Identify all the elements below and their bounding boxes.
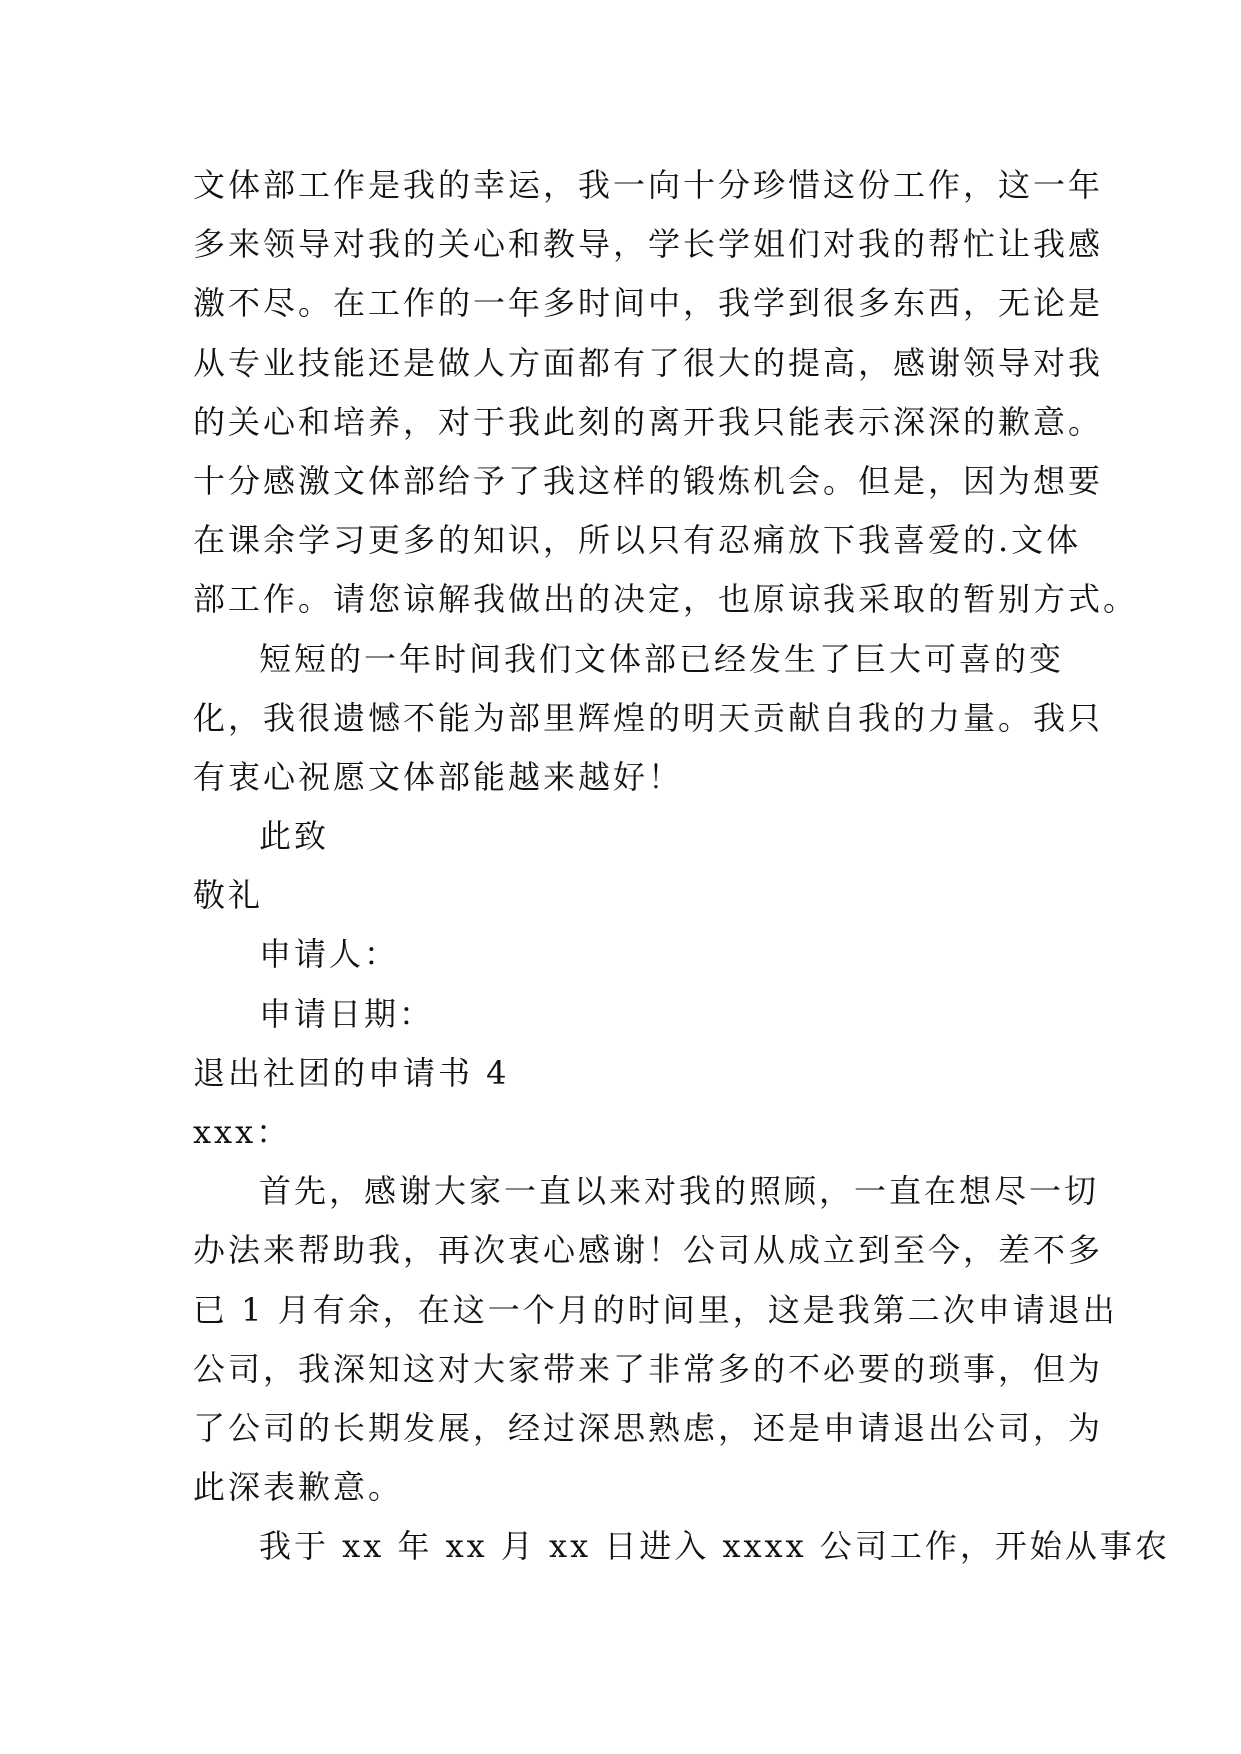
section-title: 退出社团的申请书 4 <box>193 1053 510 1092</box>
text-line: 在课余学习更多的知识，所以只有忍痛放下我喜爱的.文体 <box>193 521 1082 560</box>
text-line: 已 1 月有余，在这一个月的时间里，这是我第二次申请退出 <box>193 1290 1118 1329</box>
text-line: 的关心和培养，对于我此刻的离开我只能表示深深的歉意。 <box>193 402 1104 441</box>
text-line: 化，我很遗憾不能为部里辉煌的明天贡献自我的力量。我只 <box>193 698 1104 737</box>
applicant-label: 申请人： <box>259 935 400 974</box>
text-line: 多来领导对我的关心和教导，学长学姐们对我的帮忙让我感 <box>193 225 1104 264</box>
paragraph-start-line: 我于 xx 年 xx 月 xx 日进入 xxxx 公司工作，开始从事农 <box>259 1527 1170 1566</box>
closing-salutation: 此致 <box>259 817 330 856</box>
text-line: 文体部工作是我的幸运，我一向十分珍惜这份工作，这一年 <box>193 166 1104 204</box>
text-line: 十分感激文体部给予了我这样的锻炼机会。但是，因为想要 <box>193 461 1104 500</box>
paragraph-start-line: 短短的一年时间我们文体部已经发生了巨大可喜的变 <box>259 639 1065 678</box>
text-line: 公司，我深知这对大家带来了非常多的不必要的琐事，但为 <box>193 1349 1104 1388</box>
text-line: 激不尽。在工作的一年多时间中，我学到很多东西，无论是 <box>193 284 1104 323</box>
text-line: 从专业技能还是做人方面都有了很大的提高，感谢领导对我 <box>193 343 1104 382</box>
application-date-label: 申请日期： <box>259 994 435 1033</box>
document-body <box>193 156 1170 1577</box>
closing-regards: 敬礼 <box>193 876 264 915</box>
text-line: 了公司的长期发展，经过深思熟虑，还是申请退出公司，为 <box>193 1408 1104 1447</box>
text-line: 办法来帮助我，再次衷心感谢！公司从成立到至今，差不多 <box>193 1231 1104 1270</box>
paragraph-start-line: 首先，感谢大家一直以来对我的照顾，一直在想尽一切 <box>259 1172 1100 1211</box>
recipient-line: xxx： <box>193 1113 292 1151</box>
text-line: 部工作。请您谅解我做出的决定，也原谅我采取的暂别方式。 <box>193 580 1139 619</box>
text-line: 此深表歉意。 <box>193 1468 404 1507</box>
text-line: 有衷心祝愿文体部能越来越好！ <box>193 757 684 796</box>
